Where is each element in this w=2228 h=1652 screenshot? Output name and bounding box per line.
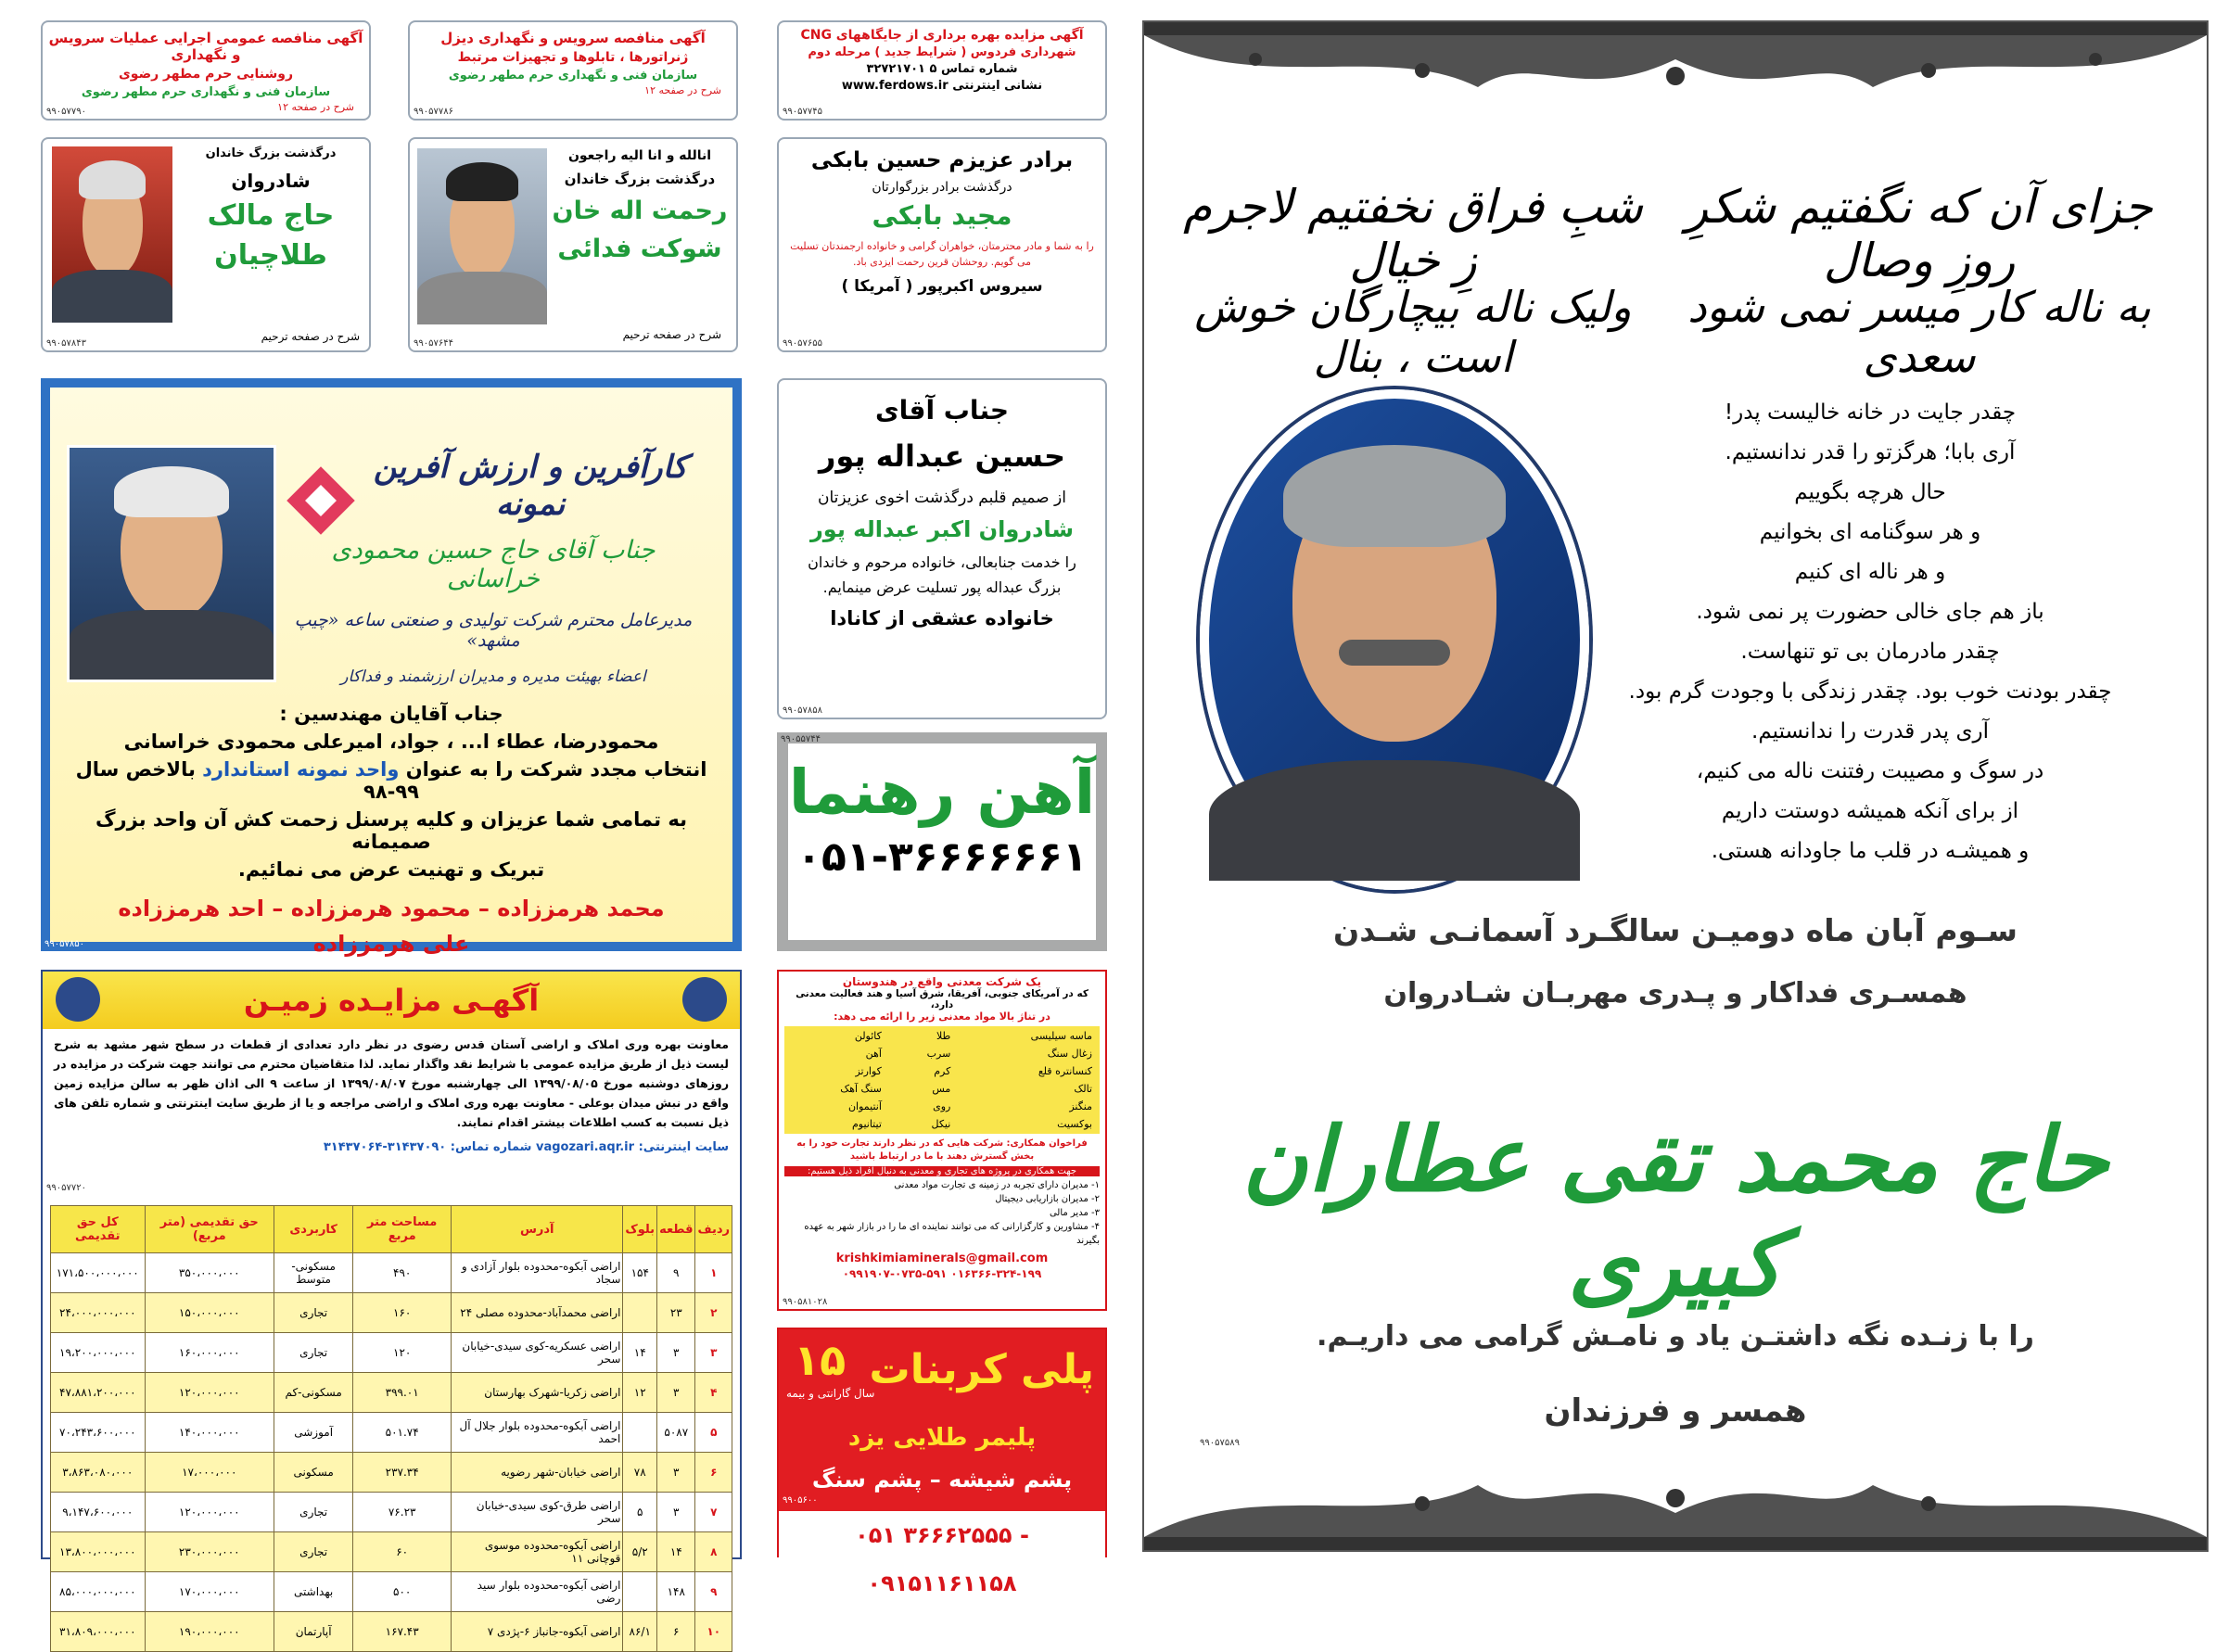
table-cell: ۱۵۰،۰۰۰،۰۰۰ [145,1293,274,1333]
mineral-item: تالک [1074,1083,1092,1095]
table-cell: تجاری [274,1293,352,1333]
table-cell: اراضی آبکوه-محدوده بلوار سید رضی [452,1572,623,1612]
poly-years: ۱۵ [794,1335,847,1385]
table-cell: ۳۹۹.۰۱ [353,1373,452,1413]
mineral-item: کائولن [854,1030,882,1042]
poem-line: آری بابا؛ هرگزتو را قدر ندانستیم. [1725,440,2016,464]
table-cell [623,1572,657,1612]
table-cell: آموزشی [274,1413,352,1453]
table-cell: ۲ [695,1293,732,1333]
congrats-signature: علی هرمززاده [312,931,470,957]
table-cell: ۳ [657,1333,695,1373]
congrats-line: اعضاء بهیئت مدیره و مدیران ارزشمند و فداکار [340,667,646,686]
table-cell: ۳۱،۸۰۹،۰۰۰،۰۰۰ [51,1612,146,1652]
mineral-item: آنتیموان [847,1100,882,1112]
table-cell: ۹،۱۴۷،۶۰۰،۰۰۰ [51,1493,146,1532]
table-cell: مسکونی [274,1453,352,1493]
ad-code: ۹۹۰۵۷۷۴۵ [783,107,822,117]
table-cell: ۹ [657,1253,695,1293]
ad-line: ژنراتورها ، تابلوها و تجهیزات مرتبط [457,50,689,65]
obit-title: درگذشت بزرگ خاندان [564,171,716,187]
congrats-line: جناب آقایان مهندسین : [279,703,503,725]
mineral-item: آهن [865,1048,882,1060]
table-cell: ۱۷۱،۵۰۰،۰۰۰،۰۰۰ [51,1253,146,1293]
ad-line: سازمان فنی و نگهداری حرم مطهر رضوی [81,85,331,99]
poem-line: آری پدر قدرت را ندانستیم. [1751,719,1989,743]
table-cell: ۷۶.۲۳ [353,1493,452,1532]
table-cell: ۱۲۰ [353,1333,452,1373]
table-header-cell: مساحت متر مربع [353,1206,452,1253]
mineral-item: کنسانتره قلع [1038,1065,1092,1077]
table-header-cell: کل حق تقدیمی [51,1206,146,1253]
auction-code: ۹۹۰۵۷۷۲۰ [46,1183,86,1193]
mineral-code: ۹۹۰۵۸۱۰۲۸ [783,1297,828,1307]
congrats-line: مدیرعامل محترم شرکت تولیدی و صنعتی ساعه «چیپ مشهد» [294,610,693,651]
mineral-title: یک شرکت معدنی واقع در هندوستان [842,975,1042,988]
polycarbonate-ad [777,1328,1107,1596]
poly-years-label: سال گارانتی و بیمه [786,1387,875,1400]
obit-code: ۹۹۰۵۷۸۴۳ [46,338,86,349]
table-cell: ۳ [657,1373,695,1413]
condolence-name: حسین عبداله پور [818,438,1066,474]
congrats-code: ۹۹۰۵۷۸۵۰ [45,939,84,949]
table-cell: مسکونی-متوسط [274,1253,352,1293]
ad-line: شهرداری فردوس ( شرایط جدید ) مرحله دوم [808,45,1076,59]
table-row [51,1572,732,1612]
poem-line: از برای آنکه همیشه دوستت داریم [1721,799,2019,823]
condolence-deceased: شادروان اکبر عبداله پور [809,516,1075,542]
congrats-line: تبریک و تهنیت عرض می نمائیم. [237,858,545,881]
table-cell: اراضی آبکوه-محدوده موسوی قوچانی ۱۱ [452,1532,623,1572]
table-cell: ۱۰ [695,1612,732,1652]
table-cell: ۲۳۷.۳۴ [353,1453,452,1493]
table-cell: ۱۶۰ [353,1293,452,1333]
poem-line: و همیشـه در قلب ما جاودانه هستی. [1711,839,2030,863]
ad-title: آگهی منافصه سرویس و نگهداری دیزل [440,30,706,46]
congrats-line: انتخاب مجدد شرکت را به عنوان واحد نمونه استاندارد بالاخص سال ۹۹-۹۸ [75,758,707,803]
verse-line: شبِ فراق نخفتیم لاجرم زِ خیال [1183,180,1643,287]
table-header-cell: آدرس [452,1206,623,1253]
table-cell: ۱۷۰،۰۰۰،۰۰۰ [145,1572,274,1612]
ad-title: آگهی منافصه عمومی اجرایی عملیات سرویس و نگهداری [48,30,363,63]
ad-cng-auction [777,20,1107,121]
table-cell: مسکونی-کم [274,1373,352,1413]
emblem-icon [682,977,727,1022]
verse-line: ولیک ناله بیچارگان خوش است ، بنال [1194,282,1632,382]
table-cell: ۵۰۰ [353,1572,452,1612]
obit-heading: برادر عزیزم حسین بابکی [810,148,1074,172]
mineral-item: سنگ آهک [840,1083,882,1095]
table-cell: ۸۵،۰۰۰،۰۰۰،۰۰۰ [51,1572,146,1612]
table-cell: ۵۰۸۷ [657,1413,695,1453]
table-cell: ۸ [695,1532,732,1572]
list-item [786,1063,1098,1079]
obit-signature: سیروس اکبرپور ( آمریکا ) [841,277,1043,296]
obit-name: رحمت اله خان [552,197,728,225]
table-cell: اراضی آبکوه-محدوده بلوار جلال آل احمد [452,1413,623,1453]
portrait-photo [1200,389,1589,890]
mineral-phones: ۰۹۹۱۹۰۷-۰۷۳۵-۵۹۱ ۰۱۶۳۶۶-۳۲۴-۱۹۹ [842,1267,1042,1280]
poly-phone: ۰۵۱ ۳۶۶۶۲۵۵۵ - ۰۹۱۵۱۱۶۱۱۵۸ [779,1511,1105,1559]
table-cell [623,1293,657,1333]
table-cell: تجاری [274,1333,352,1373]
congrats-headline: کارآفرین و ارزش آفرین نمونه [373,449,688,523]
ahan-code: ۹۹۰۵۵۷۴۴ [781,734,821,744]
memorial-signature: همسر و فرزندان [1544,1392,1807,1430]
mineral-line: در تناژ بالا مواد معدنی زیر را ارائه می دهد: [834,1010,1050,1023]
table-cell: ۸۶/۱ [623,1612,657,1652]
table-cell: ۱۵۴ [623,1253,657,1293]
table-header-cell: قطعه [657,1206,695,1253]
table-cell: ۶ [695,1453,732,1493]
list-item [786,1028,1098,1044]
mineral-item: روی [933,1100,951,1112]
mineral-line: که در آمریکای جنوبی، آفریقا، شرق آسیا و هند فعالیت معدنی دارد، [796,988,1089,1010]
table-cell [623,1413,657,1453]
table-cell: ۶ [657,1612,695,1652]
memorial-line: همسـری فداکار و پـدری مهربـان شـادروان [1383,977,1967,1010]
table-cell: ۳ [695,1333,732,1373]
auction-contact: سایت اینترنتی: vagozari.aqr.ir شماره تماس: ۳۱۴۳۷۰۹۰-۳۱۴۳۷۰۶۴ [323,1140,729,1154]
ad-line: روشنایی حرم مطهر رضوی [118,67,294,82]
congrats-line: محمودرضا، عطاء ا... ، جواد، امیرعلی محمودی خراسانی [123,731,659,753]
table-cell: ۳ [657,1493,695,1532]
obit-title: شادروان [231,170,311,192]
congrats-ad [41,378,742,957]
obit-code: ۹۹۰۵۷۶۵۵ [783,338,822,349]
table-cell: ۲۳۰،۰۰۰،۰۰۰ [145,1532,274,1572]
table-cell: ۱۴ [657,1532,695,1572]
table-cell: ۱۲ [623,1373,657,1413]
obit-title: درگذشت برادر بزرگوارتان [872,180,1012,195]
condolence-line: از صمیم قلبم درگذشت اخوی عزیزتان [818,489,1066,507]
obit-name: شوکت فدائی [557,235,722,263]
table-cell: ۱۴ [623,1333,657,1373]
ad-footer: شرح در صفحه ۱۲ [277,101,354,113]
poly-line: پشم شیشه – پشم سنگ [811,1467,1073,1493]
mineral-job: ۱- مدیران دارای تجربه در زمینه ی تجارت مواد معدنی [894,1180,1100,1190]
mineral-call: جهت همکاری در پروژه های تجاری و معدنی به دنبال افراد ذیل هستیم: [784,1166,1100,1176]
mineral-item: نیکل [931,1118,951,1130]
table-cell: اراضی آبکوه-محدوده بلوار آزادی و سجاد [452,1253,623,1293]
poem-line: چقدر جایت در خانه خالیست پدر! [1724,400,2017,425]
memorial-ad [1142,20,2209,1552]
ad-lighting-tender [41,20,371,121]
obit-heading: انالله و انا الیه راجعون [567,148,712,163]
table-cell: ۵۰۱.۷۴ [353,1413,452,1453]
table-cell: ۵/۲ [623,1532,657,1572]
table-cell: اراضی زکریا-شهرک بهارستان [452,1373,623,1413]
condolence-code: ۹۹۰۵۷۸۵۸ [783,705,822,716]
auction-body: معاونت بهره وری املاک و اراضی آستان قدس رضوی در نظر دارد تعدادی از قطعات در سطح شهر مشهد به شرح لیست ذیل از طریق مزایده عمومی با شرایط نقد واگذار نماید. لذا متقاضیان محترم می توانند جهت شرکت در مزایده در روزهای دوشنبه مورخ ۱۳۹۹/۰۸/۰۵ الی چهارشنبه مورخ ۱۳۹۹/۰۸/۰۷ از ساعت ۹ الی اذان ظهر به سالن مزایده زمین واقع در نبش میدان بوعلی - معاونت بهره وری املاک و اراضی مراجعه و یا از طریق سایت اینترنتی و شماره تلفن های ذیل نسبت به کسب اطلاعات بیشتر اقدام نمایند. [54,1037,730,1129]
table-cell: ۲۳ [657,1293,695,1333]
condolence-line: بزرگ عبداله پور تسلیت عرض مینمایم. [822,578,1062,596]
mineral-company-ad [777,970,1107,1311]
table-row [51,1453,732,1493]
mineral-item: کوارتز [855,1065,882,1077]
table-cell: اراضی عسکریه-کوی سیدی-خیابان سحر [452,1333,623,1373]
table-header-cell: ردیف [695,1206,732,1253]
table-cell: ۱۳،۸۰۰،۰۰۰،۰۰۰ [51,1532,146,1572]
mineral-job: ۴- مشاورین و کارگزارانی که می توانند نماینده ای ما را در بازار شهر به عهده بگیرند [804,1222,1100,1246]
table-cell: ۱۴۸ [657,1572,695,1612]
obit-body: را به شما و مادر محترمتان، خواهران گرامی و خانواده ارجمندتان تسلیت می گویم. روحشان قرین رحمت ایزدی باد. [790,240,1094,268]
poem-line: و هر ناله ای کنیم [1794,560,1946,584]
mineral-item: منگنز [1069,1100,1092,1112]
ad-line: سازمان فنی و نگهداری حرم مطهر رضوی [448,69,698,83]
table-cell: اراضی خیابان-شهر رضویه [452,1453,623,1493]
ahan-brand: آهن رهنما [788,756,1096,828]
table-cell: ۵ [695,1413,732,1453]
mineral-list [784,1026,1100,1134]
mineral-email[interactable]: krishkimiaminerals@gmail.com [835,1252,1049,1265]
ornament-top [1144,22,2207,133]
obit-name: مجید بابکی [872,200,1012,231]
table-cell: ۳،۸۶۳،۰۸۰،۰۰۰ [51,1453,146,1493]
ad-phone: شماره تماس ۵ ۳۲۷۲۱۷۰۱ [866,62,1018,76]
table-cell: ۱۹۰،۰۰۰،۰۰۰ [145,1612,274,1652]
ahan-phone: ۰۵۱-۳۶۶۶۶۶۶۱ [796,833,1088,881]
table-cell: ۱۹،۲۰۰،۰۰۰،۰۰۰ [51,1333,146,1373]
list-item [786,1099,1098,1114]
emblem-icon [56,977,100,1022]
table-cell: ۵ [623,1493,657,1532]
table-cell: ۷۰،۲۴۳،۶۰۰،۰۰۰ [51,1413,146,1453]
mineral-item: طلا [936,1030,951,1042]
table-cell: ۴۷،۸۸۱،۲۰۰،۰۰۰ [51,1373,146,1413]
mineral-item: سرب [926,1048,951,1060]
condolence-signature: خانواده عشقی از کانادا [830,607,1054,629]
table-header-cell: کاربردی [274,1206,352,1253]
list-item [786,1081,1098,1097]
mineral-job: ۲- مدیران بازاریابی دیجیتال [995,1194,1100,1204]
memorial-name: حاج محمد تقی عطاران کبیری [1241,1107,2109,1316]
memorial-code: ۹۹۰۵۷۵۸۹ [1200,1438,1240,1448]
obit-talachian [41,137,371,352]
condolence-line: را خدمت جنابعالی، خانواده مرحوم و خاندان [808,553,1076,571]
table-cell: اراضی محمدآباد-محدوده مصلی ۲۴ [452,1293,623,1333]
mineral-item: ماسه سیلیسی [1030,1030,1092,1042]
table-cell: ۷۸ [623,1453,657,1493]
memorial-line: سـوم آبان ماه دومیـن سالگـرد آسمانـی شـدن [1333,912,2018,948]
ornament-bottom [1144,1457,2207,1550]
obit-name: طلاچیان [214,239,327,272]
portrait-photo [417,148,547,324]
ahan-rahnama-ad [777,732,1107,951]
mineral-item: تیتانیوم [851,1118,882,1130]
congrats-line: جناب آقای حاج حسین محمودی خراسانی [331,536,656,593]
portrait-photo [52,146,172,323]
memorial-poem [1589,393,2151,871]
table-cell: آپارتمان [274,1612,352,1652]
condolence-abdollahpour [777,378,1107,719]
list-item [786,1116,1098,1132]
ad-website: نشانی اینترنتی www.ferdows.ir [841,79,1043,93]
table-row [51,1333,732,1373]
table-header-cell: حق تقدیمی (متر مربع) [145,1206,274,1253]
verse-line: به ناله کار میسر نمی شود سعدی [1687,282,2151,382]
table-row [51,1612,732,1652]
table-cell: ۱۲۰،۰۰۰،۰۰۰ [145,1373,274,1413]
table-cell: اراضی آبکوه-جانباز ۶-پژدی ۷ [452,1612,623,1652]
poem-line: حال هرچه بگوییم [1794,480,1946,504]
poem-line: باز هم جای خالی حضورت پر نمی شود. [1696,600,2044,624]
table-cell: تجاری [274,1493,352,1532]
portrait-photo [67,445,276,682]
obit-footer: شرح در صفحه ترحیم [622,328,721,341]
congrats-signature: محمد هرمززاده – محمود هرمززاده – احد هرمززاده [118,896,665,921]
table-cell: ۲۴،۰۰۰،۰۰۰،۰۰۰ [51,1293,146,1333]
poem-line: چقدر مادرمان بی تو تنهاست. [1740,640,2000,664]
table-cell: ۷ [695,1493,732,1532]
table-cell: ۶۰ [353,1532,452,1572]
table-row [51,1413,732,1453]
table-cell: ۳۵۰،۰۰۰،۰۰۰ [145,1253,274,1293]
memorial-line: را با زنـده نگه داشتـن یاد و نامـش گرامی می داریـم. [1317,1320,2034,1353]
mineral-item: مس [932,1083,951,1095]
table-cell: ۱۴۰،۰۰۰،۰۰۰ [145,1413,274,1453]
obit-babaki [777,137,1107,352]
ad-code: ۹۹۰۵۷۷۹۰ [46,107,86,117]
table-cell: ۱ [695,1253,732,1293]
land-auction-ad [41,970,742,1638]
obit-code: ۹۹۰۵۷۶۴۴ [414,338,453,349]
obit-heading: درگذشت بزرگ خاندان [205,146,337,160]
brand-logo [289,452,354,536]
table-row [51,1293,732,1333]
obit-fadaei [408,137,738,352]
poem-line: و هر سوگنامه ای بخوانیم [1759,520,1981,544]
poem-line: در سوگ و مصیبت رفتنت ناله می کنیم، [1696,759,2044,783]
ad-code: ۹۹۰۵۷۷۸۶ [414,107,453,117]
table-cell: ۱۶۷.۴۳ [353,1612,452,1652]
table-cell: ۱۷،۰۰۰،۰۰۰ [145,1453,274,1493]
congrats-line: به تمامی شما عزیزان و کلیه پرسنل زحمت کش آن واحد بزرگ صمیمانه [95,808,687,853]
condolence-title: جناب آقای [874,395,1010,426]
table-cell: ۹ [695,1572,732,1612]
auction-table [50,1205,732,1652]
table-cell: ۱۶۰،۰۰۰،۰۰۰ [145,1333,274,1373]
table-row [51,1532,732,1572]
mineral-item: بوکسیت [1057,1118,1092,1130]
ad-title: آگهی مزایده بهره برداری از جایگاههای CNG [800,28,1084,43]
table-cell: اراضی طرق-کوی سیدی-خیابان سحر [452,1493,623,1532]
list-item [786,1046,1098,1061]
ad-diesel-tender [408,20,738,121]
poly-line: پلیمر طلایی یزد [847,1424,1037,1452]
ad-footer: شرح در صفحه ۱۲ [644,84,721,96]
auction-header [43,972,740,1029]
table-cell: ۴ [695,1373,732,1413]
table-header-cell: بلوک [623,1206,657,1253]
poem-line: چقدر بودنت خوب بود. چقدر زندگی با وجودت گرم بود. [1628,680,2112,704]
poly-brand: پلی کربنات [869,1346,1094,1393]
verse-line: جزای آن که نگفتیم شکرِ روزِ وصال [1686,180,2153,287]
mineral-item: زغال سنگ [1047,1048,1092,1060]
table-row [51,1493,732,1532]
mineral-job: ۳- مدیر مالی [1049,1208,1100,1218]
mineral-item: کرم [934,1065,951,1077]
obit-footer: شرح در صفحه ترحیم [261,330,360,343]
table-cell: ۳ [657,1453,695,1493]
table-cell: ۴۹۰ [353,1253,452,1293]
table-cell: بهداشتی [274,1572,352,1612]
table-row [51,1373,732,1413]
table-cell: تجاری [274,1532,352,1572]
obit-name: حاج مالک [207,199,335,232]
mineral-call: فراخوان همکاری: شرکت هایی که در نظر دارند تجارت خود را به بخش گسترش دهند با ما در ارتباط باشید [796,1138,1088,1162]
poly-code: ۹۹۰۵۶۰۰ [783,1495,818,1506]
auction-title: آگهـی مزایـده زمیـن [243,983,540,1018]
table-row [51,1253,732,1293]
table-cell: ۱۲۰،۰۰۰،۰۰۰ [145,1493,274,1532]
